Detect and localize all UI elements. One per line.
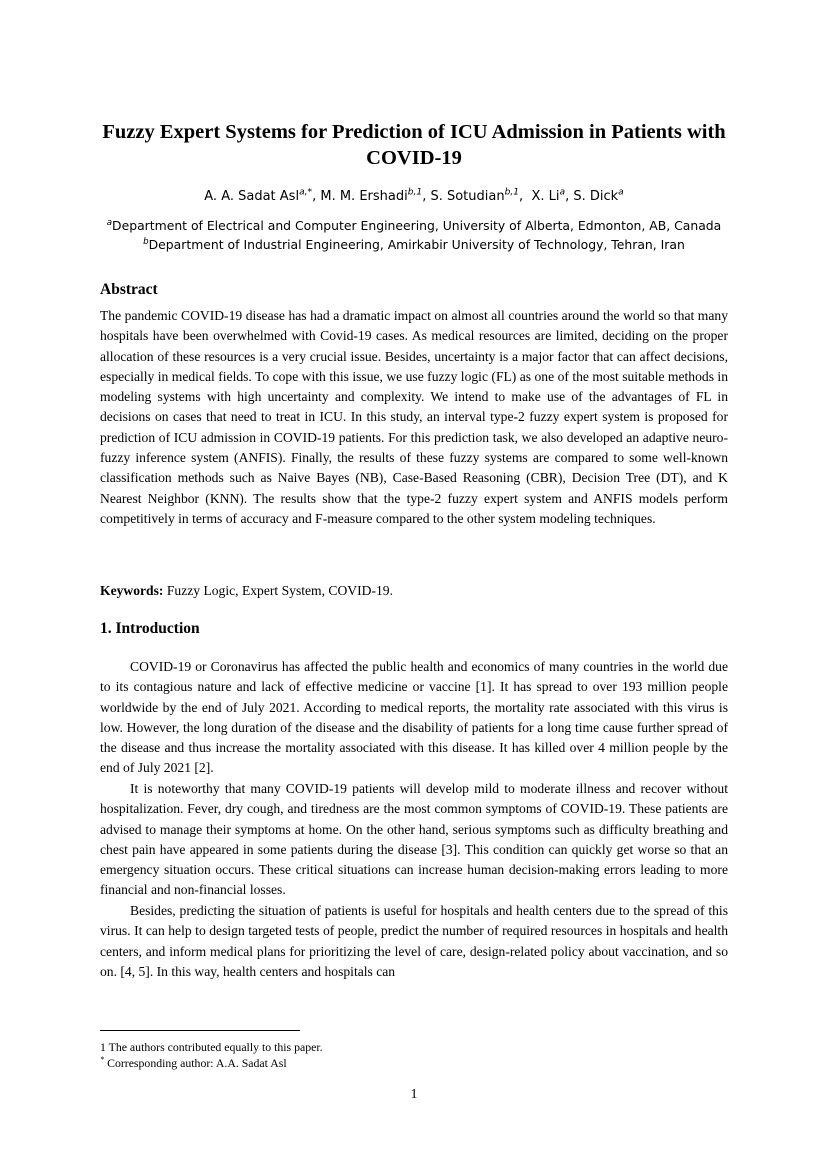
affiliation-b: $^b$Department of Industrial Engineering, Amirkabir University of Technology, Tehran, Iran bbox=[143, 236, 685, 252]
author: S. Sotudian$^{b,1}$, bbox=[430, 187, 532, 204]
affiliation-a: $^a$Department of Electrical and Computer Engineering, University of Alberta, Edmonton, AB, Canada bbox=[106, 217, 722, 233]
page-number: 1 bbox=[410, 1086, 418, 1101]
author: M. M. Ershadi$^{b,1}$, bbox=[320, 187, 431, 204]
introduction-heading: 1. Introduction bbox=[100, 620, 200, 637]
keywords-text: Fuzzy Logic, Expert System, COVID-19. bbox=[163, 583, 393, 598]
author: X. Li$^a$, bbox=[531, 187, 574, 204]
author-list bbox=[100, 187, 728, 207]
affiliations bbox=[90, 216, 738, 254]
footnote-2: * Corresponding author: A.A. Sadat Asl bbox=[100, 1055, 287, 1070]
intro-paragraph-3: Besides, predicting the situation of patients is useful for hospitals and health centers due to the spread of this virus. It can help to design targeted tests of people, predict the number of required resources in hospitals and health centers, and inform medical plans for prioritizing the level of care, design-related policy about vaccination, and so on. [4, 5]. In this way, health centers and hospitals can bbox=[100, 903, 728, 979]
abstract-heading: Abstract bbox=[100, 281, 158, 298]
author: S. Dick$^a$ bbox=[573, 187, 624, 204]
keywords bbox=[100, 581, 728, 601]
footnote-divider bbox=[100, 1030, 300, 1031]
author: A. A. Sadat Asl$^{a,*}$, bbox=[204, 187, 321, 204]
keywords-label: Keywords: bbox=[100, 583, 164, 598]
paper-title: Fuzzy Expert Systems for Prediction of ICU Admission in Patients with COVID-19 bbox=[102, 121, 726, 169]
abstract-text: The pandemic COVID-19 disease has had a dramatic impact on almost all countries around the world so that many hospitals have been overwhelmed with Covid-19 cases. As medical resources are limited, deciding on the proper allocation of these resources is a very crucial issue. Besides, uncertainty is a major factor that can affect decisions, especially in medical fields. To cope with this issue, we use fuzzy logic (FL) as one of the most suitable methods in modeling systems with high uncertainty and complexity. We intend to make use of the advantages of FL in decisions on cases that need to treat in ICU. In this study, an interval type-2 fuzzy expert system is proposed for prediction of ICU admission in COVID-19 patients. For this prediction task, we also developed an adaptive neuro-fuzzy inference system (ANFIS). Finally, the results of these fuzzy systems are compared to some well-known classification methods such as Naive Bayes (NB), Case-Based Reasoning (CBR), Decision Tree (DT), and K Nearest Neighbor (KNN). The results show that the type-2 fuzzy expert system and ANFIS models perform competitively in terms of accuracy and F-measure compared to the other system modeling techniques. bbox=[100, 308, 728, 526]
intro-paragraph-2: It is noteworthy that many COVID-19 patients will develop mild to moderate illness and recover without hospitalization. Fever, dry cough, and tiredness are the most common symptoms of COVID-19. These patients are advised to manage their symptoms at home. On the other hand, serious symptoms such as difficulty breathing and chest pain have appeared in some patients during the disease [3]. This condition can quickly get worse so that an emergency situation occurs. These critical situations can increase human decision-making errors leading to more financial and non-financial losses. bbox=[100, 781, 728, 898]
intro-paragraph-1: COVID-19 or Coronavirus has affected the public health and economics of many countries in the world due to its contagious nature and lack of effective medicine or vaccine [1]. It has spread to over 193 million people worldwide by the end of July 2021. According to medical reports, the mortality rate associated with this virus is low. However, the long duration of the disease and the disability of patients for a long time cause further spread of the disease and thus increase the mortality associated with this disease. It has killed over 4 million people by the end of July 2021 [2]. bbox=[100, 659, 728, 776]
footnote-1: 1 The authors contributed equally to this paper. bbox=[100, 1040, 323, 1054]
